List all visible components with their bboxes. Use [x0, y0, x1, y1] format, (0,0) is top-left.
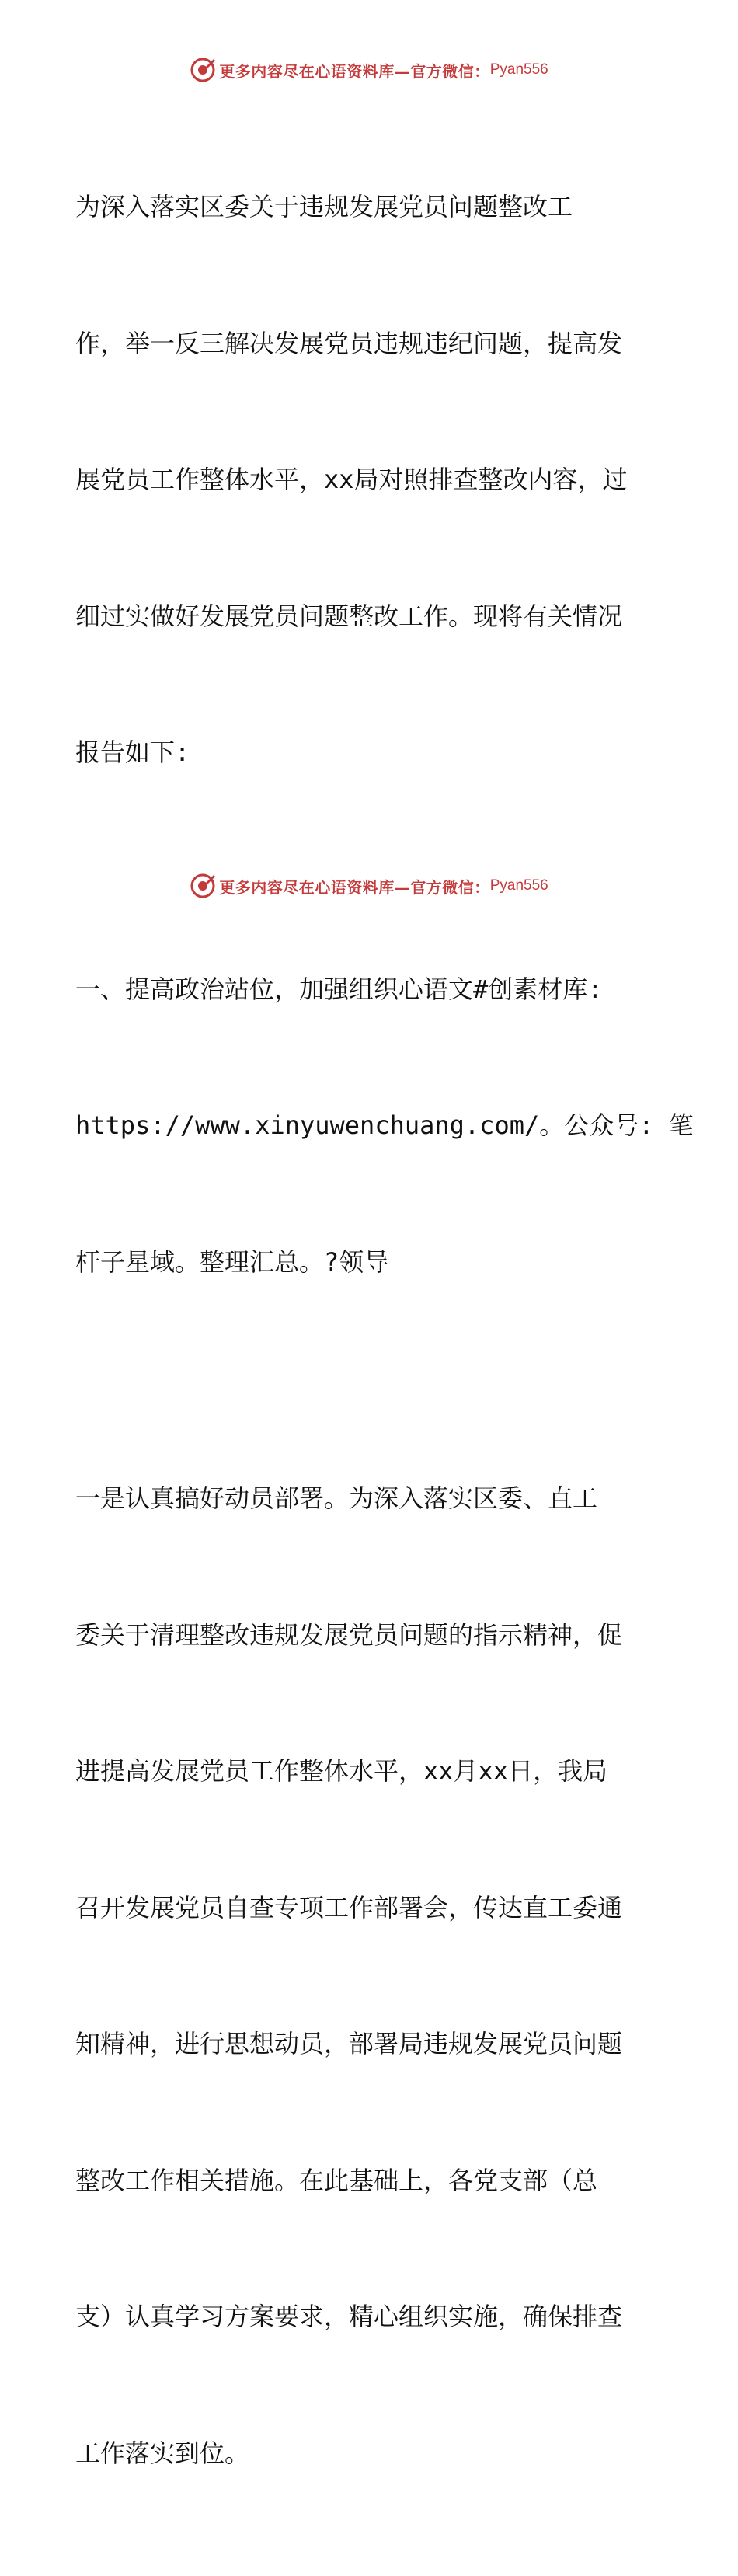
- text-line: 工作落实到位。: [75, 2438, 250, 2468]
- text-line: 一、提高政治站位，加强组织心语文#创素材库:: [75, 974, 603, 1004]
- text-line: 整改工作相关措施。在此基础上，各党支部（总: [75, 2165, 598, 2195]
- text-line: 细过实做好发展党员问题整改工作。现将有关情况: [75, 601, 623, 631]
- banner-text: 更多内容尽在心语资料库—官方微信：: [219, 61, 490, 81]
- text-line: 杆子星域。整理汇总。?领导: [75, 1246, 389, 1277]
- text-line: 作，举一反三解决发展党员违规违纪问题，提高发: [75, 328, 623, 358]
- text-line: 一是认真搞好动员部署。为深入落实区委、直工: [75, 1483, 598, 1513]
- text-line: 支）认真学习方案要求，精心组织实施，确保排查: [75, 2302, 623, 2331]
- text-line: 为深入落实区委关于违规发展党员问题整改工: [75, 192, 573, 221]
- text-line: 知精神，进行思想动员，部署局违规发展党员问题: [75, 2029, 623, 2058]
- footer-banner: [0, 870, 738, 901]
- text-line: 召开发展党员自查专项工作部署会，传达直工委通: [75, 1892, 623, 1922]
- banner-wechat-id: Pyan556: [489, 61, 548, 78]
- pen-circle-icon: [190, 873, 216, 899]
- text-line: 委关于清理整改违规发展党员问题的指示精神，促: [75, 1619, 623, 1650]
- text-line: 报告如下:: [75, 737, 190, 767]
- paragraph-intro: [75, 93, 674, 866]
- text-line: 展党员工作整体水平，xx局对照排查整改内容，过: [75, 465, 628, 494]
- banner-text: 更多内容尽在心语资料库—官方微信：: [219, 877, 490, 897]
- document-body: [75, 93, 694, 2576]
- banner-wechat-id: Pyan556: [489, 877, 548, 894]
- text-line: 进提高发展党员工作整体水平，xx月xx日，我局: [75, 1756, 608, 1786]
- header-banner: [0, 54, 738, 85]
- pen-circle-icon: [190, 57, 216, 83]
- text-line: https://www.xinyuwenchuang.com/。公众号: 笔: [75, 1110, 694, 1140]
- paragraph-section-one: [75, 876, 694, 1376]
- paragraph-point-one: [75, 1385, 674, 2567]
